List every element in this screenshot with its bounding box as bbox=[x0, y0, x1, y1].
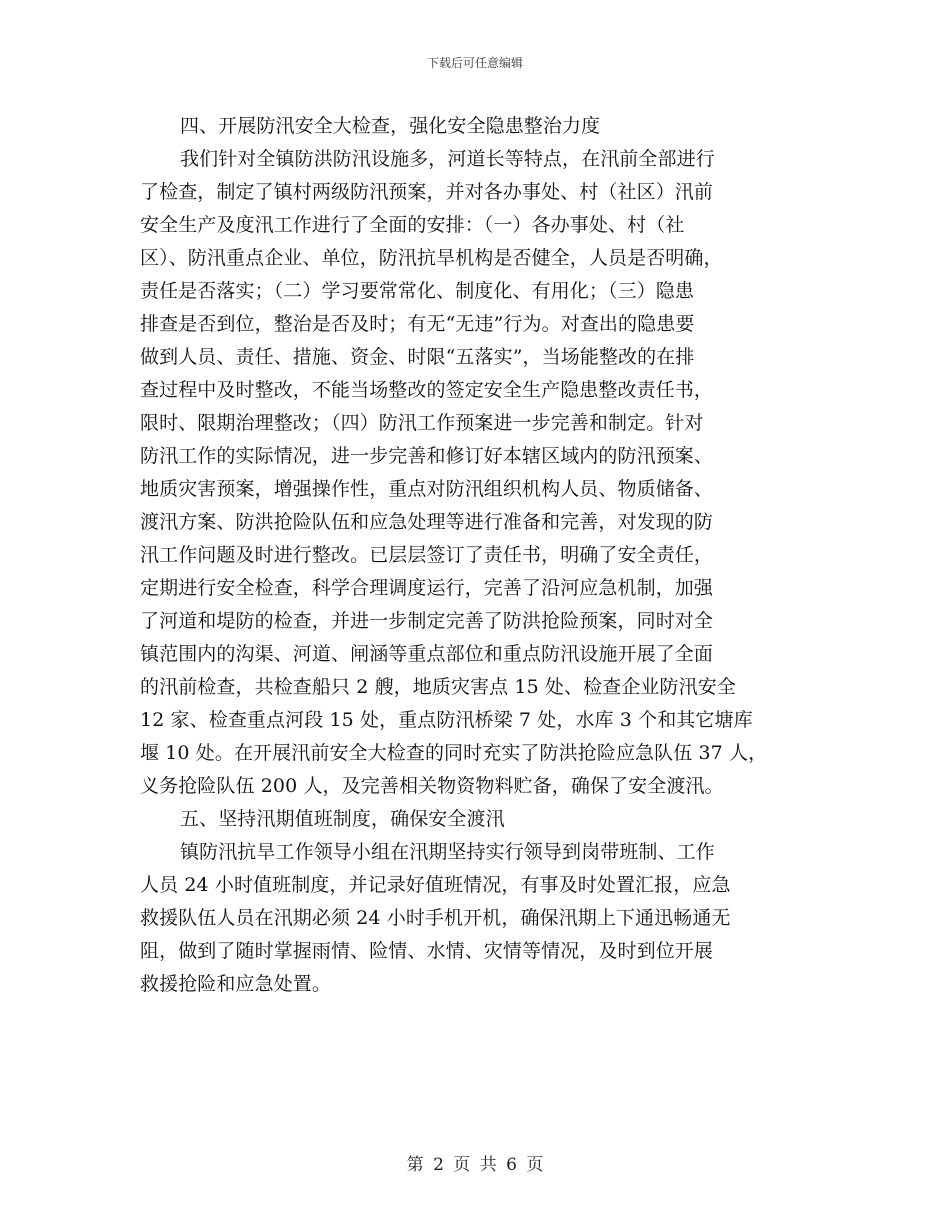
text-line: 人员 24 小时值班制度，并记录好值班情况，有事及时处置汇报，应急 bbox=[140, 874, 731, 896]
text-line: 镇防汛抗旱工作领导小组在汛期坚持实行领导到岗带班制、工作 bbox=[180, 841, 715, 863]
text-line: 地质灾害预案，增强操作性，重点对防汛组织机构人员、物质储备、 bbox=[140, 478, 714, 500]
text-line: 查过程中及时整改，不能当场整改的签定安全生产隐患整改责任书， bbox=[140, 379, 714, 401]
text-line: 义务抢险队伍 200 人，及完善相关物资物料贮备，确保了安全渡汛。 bbox=[140, 775, 724, 797]
text-line: 做到人员、责任、措施、资金、时限“五落实”，当场能整改的在排 bbox=[140, 346, 695, 368]
text-line: 责任是否落实；（二）学习要常常化、制度化、有用化；（三）隐患 bbox=[140, 280, 695, 302]
text-line: 安全生产及度汛工作进行了全面的安排：（一）各办事处、村（社 bbox=[140, 214, 685, 236]
text-line: 渡汛方案、防洪抢险队伍和应急处理等进行准备和完善，对发现的防 bbox=[140, 511, 714, 533]
text-line: 了河道和堤防的检查，并进一步制定完善了防洪抢险预案，同时对全 bbox=[140, 610, 714, 632]
text-line: 堰 10 处。在开展汛前安全大检查的同时充实了防洪抢险应急队伍 37 人， bbox=[140, 742, 768, 764]
text-line: 救援抢险和应急处置。 bbox=[140, 973, 332, 995]
text-line: 我们针对全镇防洪防汛设施多，河道长等特点，在汛前全部进行 bbox=[180, 148, 715, 170]
page-header: 下载后可任意编辑 bbox=[426, 56, 523, 70]
text-line: 12 家、检查重点河段 15 处，重点防汛桥梁 7 处，水库 3 个和其它塘库 bbox=[140, 709, 753, 731]
text-line: 阻，做到了随时掌握雨情、险情、水情、灾情等情况，及时到位开展 bbox=[140, 940, 714, 962]
document-body bbox=[140, 110, 830, 1001]
text-line: 四、开展防汛安全大检查，强化安全隐患整治力度 bbox=[180, 115, 601, 137]
text-line: 定期进行安全检查，科学合理调度运行，完善了沿河应急机制，加强 bbox=[140, 577, 714, 599]
text-line: 五、坚持汛期值班制度，确保安全渡汛 bbox=[180, 808, 505, 830]
page-footer: 第 2 页 共 6 页 bbox=[406, 1155, 544, 1175]
text-line: 限时、限期治理整改；（四）防汛工作预案进一步完善和制定。针对 bbox=[140, 412, 704, 434]
text-line: 排查是否到位，整治是否及时；有无“无违”行为。对查出的隐患要 bbox=[140, 313, 695, 335]
text-line: 救援队伍人员在汛期必须 24 小时手机开机，确保汛期上下通迅畅通无 bbox=[140, 907, 731, 929]
text-line: 防汛工作的实际情况，进一步完善和修订好本辖区域内的防汛预案、 bbox=[140, 445, 714, 467]
text-line: 区）、防汛重点企业、单位，防汛抗旱机构是否健全，人员是否明确， bbox=[140, 247, 723, 269]
text-line: 汛工作问题及时进行整改。已层层签订了责任书，明确了安全责任， bbox=[140, 544, 714, 566]
text-line: 镇范围内的沟渠、河道、闸涵等重点部位和重点防汛设施开展了全面 bbox=[140, 643, 714, 665]
text-line: 了检查，制定了镇村两级防汛预案，并对各办事处、村（社区）汛前 bbox=[140, 181, 714, 203]
text-line: 的汛前检查，共检查船只 2 艘，地质灾害点 15 处、检查企业防汛安全 bbox=[140, 676, 736, 698]
